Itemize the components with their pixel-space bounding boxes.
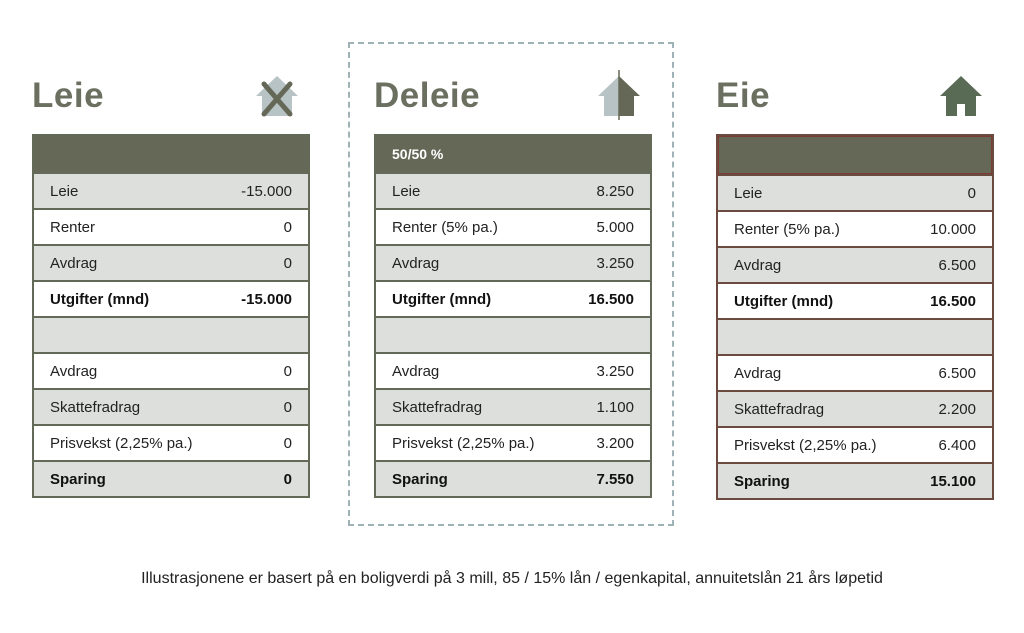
row-label: Renter: [50, 218, 96, 236]
table-row: [34, 424, 308, 460]
row-label: Skattefradrag: [734, 400, 825, 418]
row-value: 7.550: [596, 470, 634, 488]
row-value: 3.250: [596, 362, 634, 380]
row-value: 2.200: [938, 400, 976, 418]
row-value: 5.000: [596, 218, 634, 236]
column-title: Leie: [32, 76, 105, 115]
row-value: 0: [283, 470, 292, 488]
table-row-total: [34, 460, 308, 496]
row-value: 0: [283, 398, 292, 416]
row-label: Avdrag: [50, 362, 98, 380]
row-label: Sparing: [392, 470, 448, 488]
table-row: [34, 172, 308, 208]
house-icon: [936, 70, 986, 120]
table-header-row: [718, 136, 992, 174]
row-value: 16.500: [588, 290, 634, 308]
row-label: Skattefradrag: [392, 398, 483, 416]
table-row-spacer: [718, 318, 992, 354]
table-row: [376, 352, 650, 388]
row-value: 16.500: [930, 292, 976, 310]
comparison-table: [374, 134, 652, 498]
table-row-total: [376, 460, 650, 496]
table-row: [718, 246, 992, 282]
table-header-label: 50/50 %: [392, 146, 444, 162]
row-value: 6.500: [938, 364, 976, 382]
row-label: Avdrag: [50, 254, 98, 272]
table-row-spacer: [376, 316, 650, 352]
row-label: Renter (5% pa.): [734, 220, 840, 238]
row-label: Prisvekst (2,25% pa.): [734, 436, 877, 454]
column-header: [716, 60, 994, 134]
row-value: 6.500: [938, 256, 976, 274]
row-label: Leie: [50, 182, 79, 200]
row-label: Utgifter (mnd): [50, 290, 150, 308]
column-leie: [32, 60, 310, 498]
row-label: Avdrag: [392, 254, 440, 272]
row-value: 1.100: [596, 398, 634, 416]
table-row: [718, 426, 992, 462]
table-row: [376, 172, 650, 208]
row-label: Leie: [734, 184, 763, 202]
table-row: [718, 390, 992, 426]
table-row: [34, 352, 308, 388]
column-deleie: [374, 60, 652, 498]
row-label: Sparing: [734, 472, 790, 490]
row-value: 10.000: [930, 220, 976, 238]
row-label: Skattefradrag: [50, 398, 141, 416]
table-row: [376, 208, 650, 244]
house-crossed-icon: [252, 70, 302, 120]
row-label: Leie: [392, 182, 421, 200]
row-label: Renter (5% pa.): [392, 218, 498, 236]
table-row: [718, 210, 992, 246]
row-label: Utgifter (mnd): [392, 290, 492, 308]
half-house-icon: [594, 70, 644, 120]
row-value: 6.400: [938, 436, 976, 454]
row-value: 15.100: [930, 472, 976, 490]
table-row: [34, 208, 308, 244]
row-value: 0: [283, 218, 292, 236]
row-value: 3.250: [596, 254, 634, 272]
table-row: [718, 174, 992, 210]
comparison-table: [32, 134, 310, 498]
row-label: Utgifter (mnd): [734, 292, 834, 310]
table-header-row: [376, 136, 650, 172]
row-label: Sparing: [50, 470, 106, 488]
column-eie: [716, 60, 994, 500]
row-value: -15.000: [241, 290, 292, 308]
row-value: 8.250: [596, 182, 634, 200]
row-value: 0: [283, 434, 292, 452]
row-value: 0: [283, 254, 292, 272]
column-title: Eie: [716, 76, 771, 115]
table-row: [34, 244, 308, 280]
table-row-total: [34, 280, 308, 316]
table-row-spacer: [34, 316, 308, 352]
table-header-row: [34, 136, 308, 172]
row-label: Prisvekst (2,25% pa.): [392, 434, 535, 452]
row-value: -15.000: [241, 182, 292, 200]
column-header: [374, 60, 652, 134]
row-label: Avdrag: [392, 362, 440, 380]
table-row-total: [718, 282, 992, 318]
row-value: 0: [967, 184, 976, 202]
table-row-total: [376, 280, 650, 316]
table-row: [376, 244, 650, 280]
row-value: 0: [283, 362, 292, 380]
column-title: Deleie: [374, 76, 481, 115]
row-value: 3.200: [596, 434, 634, 452]
table-row: [718, 354, 992, 390]
column-header: [32, 60, 310, 134]
table-row-total: [718, 462, 992, 498]
table-row: [376, 388, 650, 424]
row-label: Prisvekst (2,25% pa.): [50, 434, 193, 452]
row-label: Avdrag: [734, 364, 782, 382]
table-row: [34, 388, 308, 424]
row-label: Avdrag: [734, 256, 782, 274]
table-row: [376, 424, 650, 460]
comparison-table: [716, 134, 994, 500]
footnote: Illustrasjonene er basert på en boligverdi på 3 mill, 85 / 15% lån / egenkapital, annuitetslån 21 års løpetid: [141, 570, 883, 587]
